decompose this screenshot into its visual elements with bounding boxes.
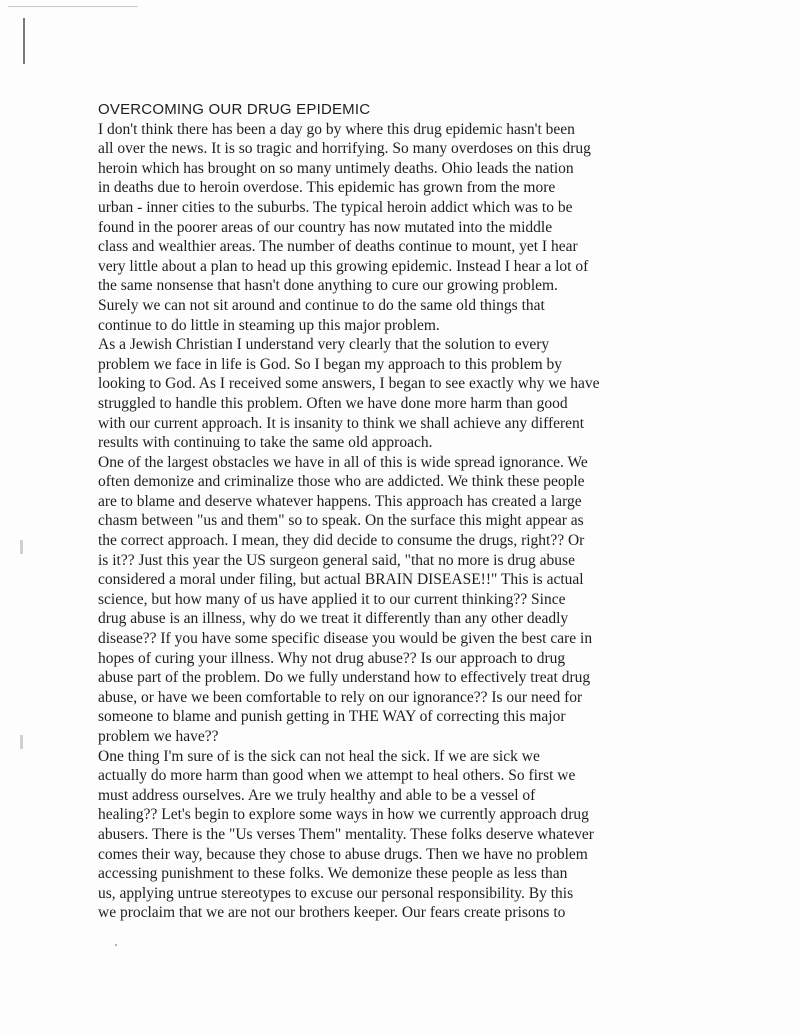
text-line: class and wealthier areas. The number of deaths continue to mount, yet I hear	[98, 238, 578, 256]
text-line: continue to do little in steaming up this major problem.	[98, 316, 440, 334]
text-line: in deaths due to heroin overdose. This epidemic has grown from the more	[98, 179, 556, 197]
text-line: actually do more harm than good when we attempt to heal others. So first we	[98, 767, 576, 785]
text-line: Surely we can not sit around and continue to do the same old things that	[98, 296, 545, 314]
text-line: results with continuing to take the same old approach.	[98, 434, 433, 452]
text-line: abuse part of the problem. Do we fully understand how to effectively treat drug	[98, 669, 591, 687]
text-line: all over the news. It is so tragic and horrifying. So many overdoses on this drug	[98, 140, 591, 158]
text-line: One of the largest obstacles we have in all of this is wide spread ignorance. We	[98, 453, 588, 471]
text-line: I don't think there has been a day go by where this drug epidemic hasn't been	[98, 120, 575, 138]
text-line: the correct approach. I mean, they did decide to consume the drugs, right?? Or	[98, 532, 585, 550]
text-line: hopes of curing your illness. Why not drug abuse?? Is our approach to drug	[98, 649, 566, 667]
scan-edge-line	[8, 6, 138, 7]
document-body	[98, 100, 718, 923]
text-line: found in the poorer areas of our country has now mutated into the middle	[98, 218, 553, 236]
scan-margin-tick	[20, 735, 23, 749]
text-line: problem we face in life is God. So I began my approach to this problem by	[98, 355, 563, 373]
scan-speck	[115, 944, 117, 946]
text-line: must address ourselves. Are we truly healthy and able to be a vessel of	[98, 786, 536, 804]
text-line: drug abuse is an illness, why do we treat it differently than any other deadly	[98, 610, 569, 628]
text-line: science, but how many of us have applied it to our current thinking?? Since	[98, 590, 566, 608]
text-line: looking to God. As I received some answers, I began to see exactly why we have	[98, 375, 600, 393]
document-lines	[98, 120, 718, 923]
text-line: often demonize and criminalize those who are addicted. We think these people	[98, 473, 585, 491]
text-line: someone to blame and punish getting in THE WAY of correcting this major	[98, 708, 566, 726]
text-line: are to blame and deserve whatever happens. This approach has created a large	[98, 492, 582, 510]
document-title: OVERCOMING OUR DRUG EPIDEMIC	[98, 101, 371, 118]
text-line: accessing punishment to these folks. We demonize these people as less than	[98, 865, 568, 883]
text-line: we proclaim that we are not our brothers keeper. Our fears create prisons to	[98, 904, 566, 922]
text-line: One thing I'm sure of is the sick can not heal the sick. If we are sick we	[98, 747, 540, 765]
text-line: us, applying untrue stereotypes to excuse our personal responsibility. By this	[98, 884, 574, 902]
text-line: disease?? If you have some specific disease you would be given the best care in	[98, 630, 593, 648]
text-line: chasm between "us and them" so to speak. On the surface this might appear as	[98, 512, 584, 530]
text-line: heroin which has brought on so many untimely deaths. Ohio leads the nation	[98, 159, 574, 177]
scan-margin-tick	[20, 540, 23, 554]
text-line: considered a moral under filing, but actual BRAIN DISEASE!!" This is actual	[98, 571, 584, 589]
text-line: struggled to handle this problem. Often we have done more harm than good	[98, 394, 568, 412]
text-line: is it?? Just this year the US surgeon general said, "that no more is drug abuse	[98, 551, 575, 569]
text-line: the same nonsense that hasn't done anything to cure our growing problem.	[98, 277, 558, 295]
text-line: abusers. There is the "Us verses Them" mentality. These folks deserve whatever	[98, 825, 594, 843]
text-line: very little about a plan to head up this growing epidemic. Instead I hear a lot of	[98, 257, 589, 275]
text-line: abuse, or have we been comfortable to rely on our ignorance?? Is our need for	[98, 688, 583, 706]
scan-margin-mark	[23, 18, 25, 64]
text-line: with our current approach. It is insanity to think we shall achieve any different	[98, 414, 585, 432]
text-line: problem we have??	[98, 728, 219, 745]
text-line: comes their way, because they chose to abuse drugs. Then we have no problem	[98, 845, 588, 863]
text-line: healing?? Let's begin to explore some ways in how we currently approach drug	[98, 806, 589, 824]
text-line: urban - inner cities to the suburbs. The typical heroin addict which was to be	[98, 198, 573, 216]
text-line: As a Jewish Christian I understand very clearly that the solution to every	[98, 336, 550, 354]
